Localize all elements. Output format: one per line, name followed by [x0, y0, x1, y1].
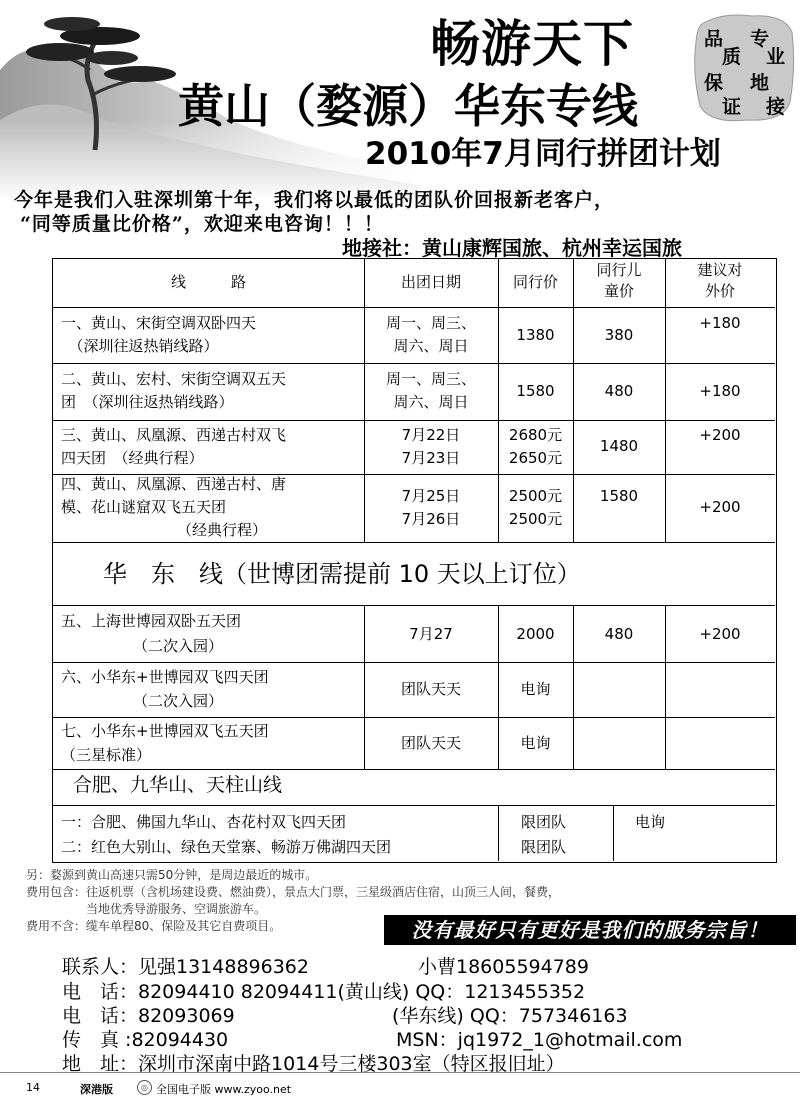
peer-price: 2650元 [508, 449, 563, 467]
section-hefei-heading: 合肥、九华山、天柱山线 [73, 774, 283, 796]
contact-person: 联系人：见强13148896362 [62, 956, 309, 978]
peer-price: 2500元 [508, 510, 563, 528]
departure-date: 周六、周日 [393, 393, 469, 411]
child-price: 380 [604, 326, 634, 344]
departure-date: 7月27 [409, 625, 453, 643]
child-price: 1480 [599, 437, 639, 455]
contact-phone: 电 话：82094410 82094411(黄山线) QQ：1213455352 [62, 981, 586, 1003]
route-name: 三、黄山、凤凰源、西递古村双飞 [61, 426, 287, 444]
contact-fax: 传 真 :82094430 [62, 1029, 229, 1051]
suggested-price: +180 [699, 382, 741, 400]
note-text: 当地优秀导游服务、空调旅游车。 [26, 902, 267, 916]
seal-char: 证 [722, 96, 742, 118]
suggested-price: +200 [699, 498, 741, 516]
header-child-price: 童价 [603, 282, 634, 300]
quality-seal [692, 12, 796, 124]
header-child-price: 同行儿 [596, 261, 642, 279]
footer-divider [0, 1072, 800, 1073]
service-slogan: 没有最好只有更好是我们的服务宗旨！ [384, 915, 796, 945]
departure-date: 7月26日 [401, 510, 461, 528]
seal-char: 保 [704, 72, 724, 94]
contact-phone: 电 话：82093069 [62, 1005, 235, 1027]
route-name: 二、黄山、宏村、宋街空调双五天 [61, 370, 287, 388]
peer-price: 电询 [635, 813, 666, 831]
child-price: 480 [604, 382, 634, 400]
seal-char: 地 [750, 72, 770, 94]
peer-price: 2500元 [508, 487, 563, 505]
route-name: （三星标准） [61, 746, 152, 764]
route-title: 黄山（婺源）华东专线 [178, 79, 638, 133]
group-only: 限团队 [521, 838, 567, 856]
seal-char: 质 [722, 46, 742, 68]
note-text: 费用包含：往返机票（含机场建设费、燃油费），景点大门票，三星级酒店住宿，山顶三人间，餐费， [26, 885, 561, 899]
header-price: 同行价 [512, 273, 558, 291]
seal-char: 品 [704, 28, 724, 50]
contact-person: 小曹18605594789 [418, 956, 589, 978]
contact-address: 地 址：深圳市深南中路1014号三楼303室（特区报旧址） [62, 1053, 565, 1075]
globe-icon: ◎ [137, 1080, 152, 1095]
departure-date: 7月25日 [401, 487, 461, 505]
section-huadong-heading: 华 东 线（世博团需提前 10 天以上订位） [103, 560, 581, 588]
route-name: （二次入园） [133, 692, 224, 710]
route-name: 团 （深圳往返热销线路） [61, 393, 234, 411]
departure-date: 团队天天 [400, 734, 461, 752]
route-name: 一：合肥、佛国九华山、杏花村双飞四天团 [61, 813, 347, 831]
peer-price: 2680元 [508, 426, 563, 444]
contact-msn: MSN：jq1972_1@hotmail.com [396, 1029, 683, 1051]
route-name: （二次入园） [133, 637, 224, 655]
departure-date: 7月23日 [401, 449, 461, 467]
peer-price: 2000 [516, 625, 555, 643]
peer-price: 1380 [516, 326, 555, 344]
header-suggested-price: 外价 [704, 282, 735, 300]
site-label: 全国电子版 www.zyoo.net [156, 1083, 292, 1096]
header-date: 出团日期 [400, 273, 461, 291]
route-name: （经典行程） [177, 521, 268, 539]
route-name: 五、上海世博园双卧五天团 [61, 612, 242, 630]
suggested-price: +180 [699, 314, 741, 332]
departure-date: 周六、周日 [393, 337, 469, 355]
route-name: 七、小华东+世博园双飞五天团 [61, 722, 269, 740]
price-table [52, 258, 777, 863]
peer-price: 1580 [516, 382, 555, 400]
peer-price: 电询 [520, 734, 551, 752]
route-name: 二：红色大别山、绿色天堂寨、畅游万佛湖四天团 [61, 838, 392, 856]
header-suggested-price: 建议对 [697, 261, 743, 279]
plan-title: 2010年7月同行拼团计划 [365, 136, 721, 172]
route-name: （深圳往返热销线路） [61, 337, 219, 355]
departure-date: 周一、周三、 [385, 314, 476, 332]
seal-char: 接 [766, 96, 786, 118]
route-name: 一、黄山、宋街空调双卧四天 [61, 314, 257, 332]
suggested-price: +200 [699, 426, 741, 444]
note-text: 另：婺源到黄山高速只需50分钟，是周边最近的城市。 [26, 868, 318, 882]
page-number: 14 [26, 1081, 40, 1094]
route-name: 六、小华东+世博园双飞四天团 [61, 668, 269, 686]
intro-text: 今年是我们入驻深圳第十年，我们将以最低的团队价回报新老客户， [14, 189, 615, 211]
child-price: 480 [604, 625, 634, 643]
route-name: 模、花山谜窟双飞五天团 [61, 498, 227, 516]
departure-date: 周一、周三、 [385, 370, 476, 388]
local-agency: 地接社：黄山康辉国旅、杭州幸运国旅 [342, 236, 682, 260]
header-route: 线 路 [170, 273, 246, 291]
seal-char: 专 [750, 28, 770, 50]
group-only: 限团队 [521, 813, 567, 831]
departure-date: 7月22日 [401, 426, 461, 444]
route-name: 四、黄山、凤凰源、西递古村、唐 [61, 475, 287, 493]
contact-qq: (华东线) QQ：757346163 [392, 1005, 628, 1027]
note-text: 费用不含：缆车单程80、保险及其它自费项目。 [26, 919, 282, 933]
child-price: 1580 [599, 487, 639, 505]
suggested-price: +200 [699, 625, 741, 643]
departure-date: 团队天天 [400, 680, 461, 698]
brand-title: 畅游天下 [430, 15, 634, 73]
intro-text: “同等质量比价格”，欢迎来电咨询！！！ [20, 213, 384, 235]
peer-price: 电询 [520, 680, 551, 698]
seal-char: 业 [766, 46, 786, 68]
route-name: 四天团 （经典行程） [61, 449, 204, 467]
edition-label: 深港版 [80, 1083, 113, 1096]
